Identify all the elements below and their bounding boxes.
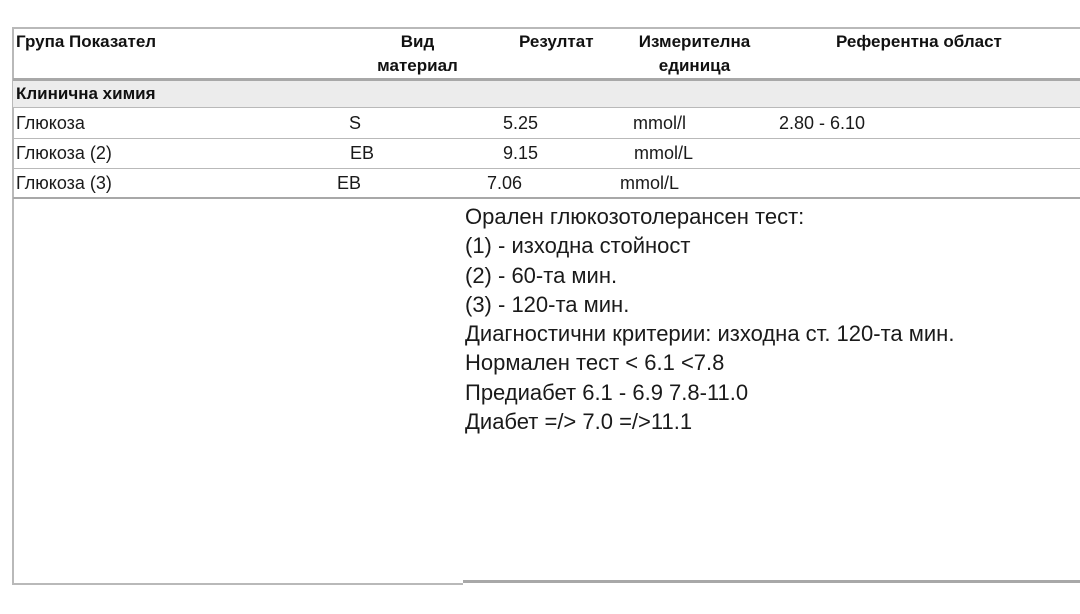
header-reference: Референтна област — [836, 32, 1002, 51]
note-line: Орален глюкозотолерансен тест: — [465, 204, 805, 229]
row-material: S — [349, 113, 362, 133]
note-line: (2) - 60-та мин. — [465, 262, 618, 288]
note-bottom-border — [463, 580, 1080, 583]
row-name: Глюкоза (2) — [16, 143, 112, 163]
note-line: (1) - изходна стойност — [465, 233, 691, 259]
note-line: Диагностични критерии: изходна ст. 120-та мин. — [465, 321, 955, 347]
row-unit: mmol/L — [620, 173, 680, 193]
row-result: 7.06 — [487, 173, 523, 193]
row-material: EB — [337, 173, 362, 193]
row-material: EB — [350, 143, 375, 163]
table-bottom-border — [13, 583, 463, 585]
row-result: 5.25 — [503, 113, 539, 133]
group-divider — [13, 107, 1080, 108]
row-unit: mmol/l — [633, 113, 686, 133]
table-left-border — [12, 27, 14, 585]
header-group-indicator: Група Показател — [16, 32, 157, 51]
note-line: Нормален тест < 6.1 <7.8 — [465, 350, 725, 376]
header-unit-line2: единица — [658, 56, 731, 75]
rows-bottom-border — [13, 197, 1080, 199]
header-result: Резултат — [519, 32, 594, 51]
row-reference: 2.80 - 6.10 — [779, 113, 866, 133]
header-material — [360, 30, 475, 78]
row-name: Глюкоза — [16, 113, 85, 133]
ogtt-note — [465, 202, 954, 436]
row-divider — [13, 138, 1080, 139]
row-divider — [13, 168, 1080, 169]
group-header — [13, 81, 1080, 107]
row-result: 9.15 — [503, 143, 539, 163]
note-line: Диабет =/> 7.0 =/>11.1 — [465, 409, 693, 435]
row-name: Глюкоза (3) — [16, 173, 112, 193]
note-line: (3) - 120-та мин. — [465, 291, 630, 317]
row-unit: mmol/L — [634, 143, 694, 163]
header-material-line1: Вид — [400, 32, 435, 51]
header-material-line2: материал — [377, 56, 458, 75]
table-top-border — [13, 27, 1080, 29]
group-label: Клинична химия — [16, 84, 156, 103]
header-unit — [622, 30, 767, 78]
header-unit-line1: Измерителна — [638, 32, 751, 51]
note-line: Предиабет 6.1 - 6.9 7.8-11.0 — [465, 379, 749, 405]
